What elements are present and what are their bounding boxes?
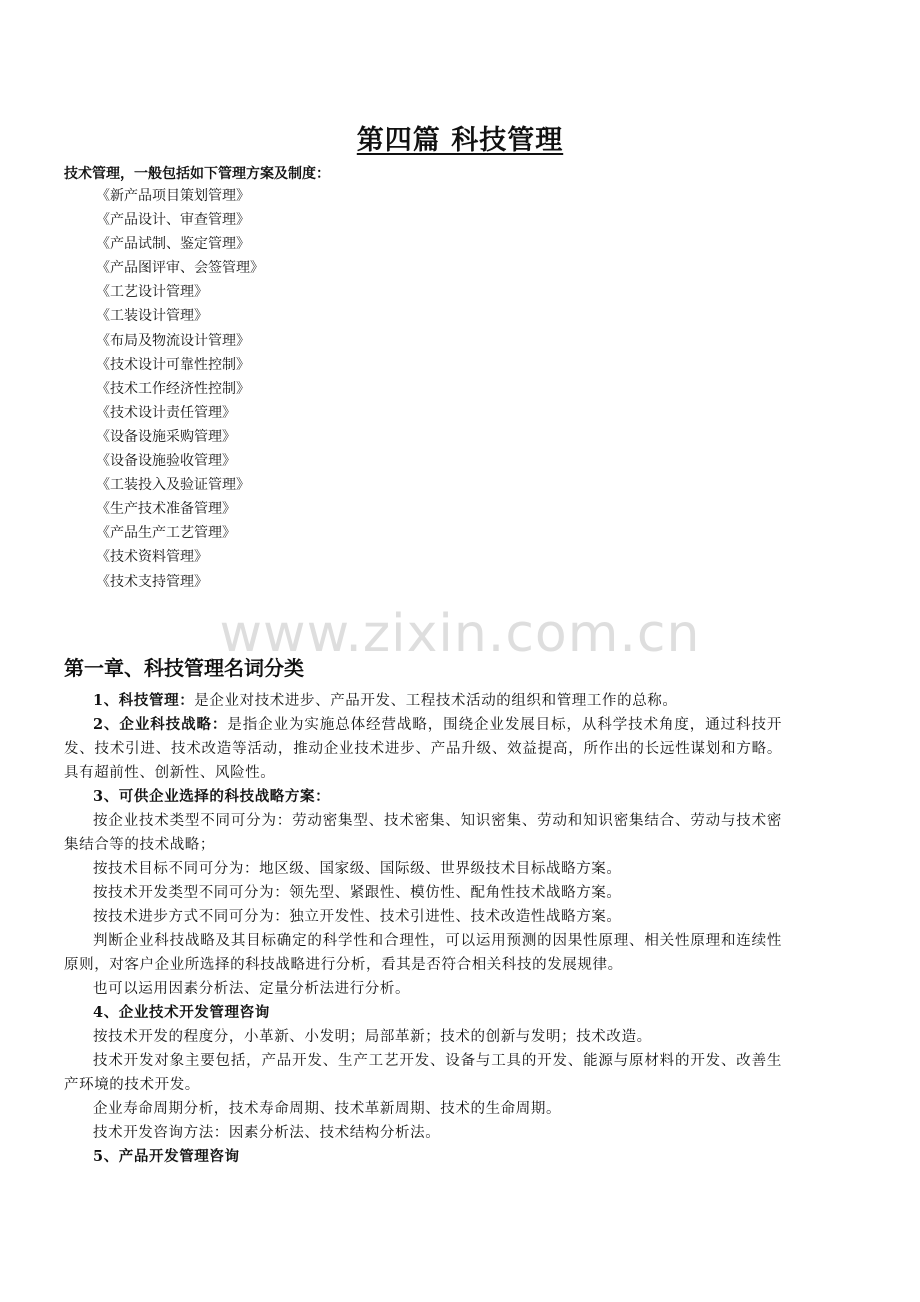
- list-item: 《技术资料管理》: [96, 549, 208, 566]
- list-item: 《生产技术准备管理》: [96, 501, 236, 518]
- list-item: 《设备设施验收管理》: [96, 453, 236, 470]
- chapter-heading: 第一章、科技管理名词分类: [64, 656, 304, 680]
- section-5-heading: 5、产品开发管理咨询: [93, 1148, 240, 1165]
- paragraph: 按技术开发类型不同可分为：领先型、紧跟性、模仿性、配角性技术战略方案。: [93, 885, 622, 901]
- paragraph: 企业寿命周期分析，技术寿命周期、技术革新周期、技术的生命周期。: [93, 1101, 562, 1117]
- paragraph: 按技术目标不同可分为：地区级、国家级、国际级、世界级技术目标战略方案。: [93, 861, 622, 877]
- list-item: 《产品图评审、会签管理》: [96, 260, 264, 277]
- section-1-text: 是企业对技术进步、产品开发、工程技术活动的组织和管理工作的总称。: [194, 693, 678, 709]
- chapter-body: [64, 689, 782, 1169]
- plan-list: [96, 184, 264, 594]
- section-2: [64, 713, 782, 785]
- paragraph: 按技术开发的程度分，小革新、小发明；局部革新；技术的创新与发明；技术改造。: [93, 1029, 652, 1045]
- list-item: 《技术工作经济性控制》: [96, 380, 250, 397]
- paragraph: 按企业技术类型不同可分为：劳动密集型、技术密集、知识密集、劳动和知识密集结合、劳动与技术密集结合等的技术战略；: [64, 813, 782, 853]
- section-1-term: 1、科技管理：: [93, 692, 195, 709]
- section-1: [64, 689, 782, 713]
- paragraph: 也可以运用因素分析法、定量分析法进行分析。: [93, 981, 411, 997]
- section-4-heading: 4、企业技术开发管理咨询: [93, 1004, 270, 1021]
- list-item: 《工艺设计管理》: [96, 284, 208, 301]
- list-item: 《产品试制、鉴定管理》: [96, 236, 250, 253]
- page-title-text: 第四篇 科技管理: [356, 125, 564, 156]
- list-item: 《技术支持管理》: [96, 573, 208, 590]
- list-item: 《技术设计责任管理》: [96, 404, 236, 421]
- list-item: 《产品设计、审查管理》: [96, 212, 250, 229]
- paragraph: 判断企业科技战略及其目标确定的科学性和合理性，可以运用预测的因果性原理、相关性原理和连续性原则，对客户企业所选择的科技战略进行分析，看其是否符合相关科技的发展规律。: [64, 933, 782, 973]
- paragraph: 技术开发咨询方法：因素分析法、技术结构分析法。: [93, 1125, 441, 1141]
- list-item: 《布局及物流设计管理》: [96, 332, 250, 349]
- watermark: www.zixin.com.cn: [219, 604, 701, 664]
- list-item: 《技术设计可靠性控制》: [96, 356, 250, 373]
- section-2-text: 是指企业为实施总体经营战略，围绕企业发展目标，从科学技术角度，通过科技开发、技术引进、技术改造等活动，推动企业技术进步、产品升级、效益提高，所作出的长远性谋划和方略。具有超前性、创新性、风险性。: [64, 717, 782, 781]
- paragraph: 按技术进步方式不同可分为：独立开发性、技术引进性、技术改造性战略方案。: [93, 909, 622, 925]
- list-item: 《设备设施采购管理》: [96, 428, 236, 445]
- paragraph: 技术开发对象主要包括，产品开发、生产工艺开发、设备与工具的开发、能源与原材料的开发、改善生产环境的技术开发。: [64, 1053, 782, 1093]
- list-item: 《产品生产工艺管理》: [96, 525, 236, 542]
- intro-text: 技术管理，一般包括如下管理方案及制度：: [64, 166, 330, 182]
- section-2-term: 2、企业科技战略：: [93, 716, 228, 733]
- section-3-heading: 3、可供企业选择的科技战略方案：: [93, 788, 331, 805]
- list-item: 《工装投入及验证管理》: [96, 477, 250, 494]
- list-item: 《工装设计管理》: [96, 308, 208, 325]
- page-title: [0, 118, 920, 157]
- list-item: 《新产品项目策划管理》: [96, 188, 250, 204]
